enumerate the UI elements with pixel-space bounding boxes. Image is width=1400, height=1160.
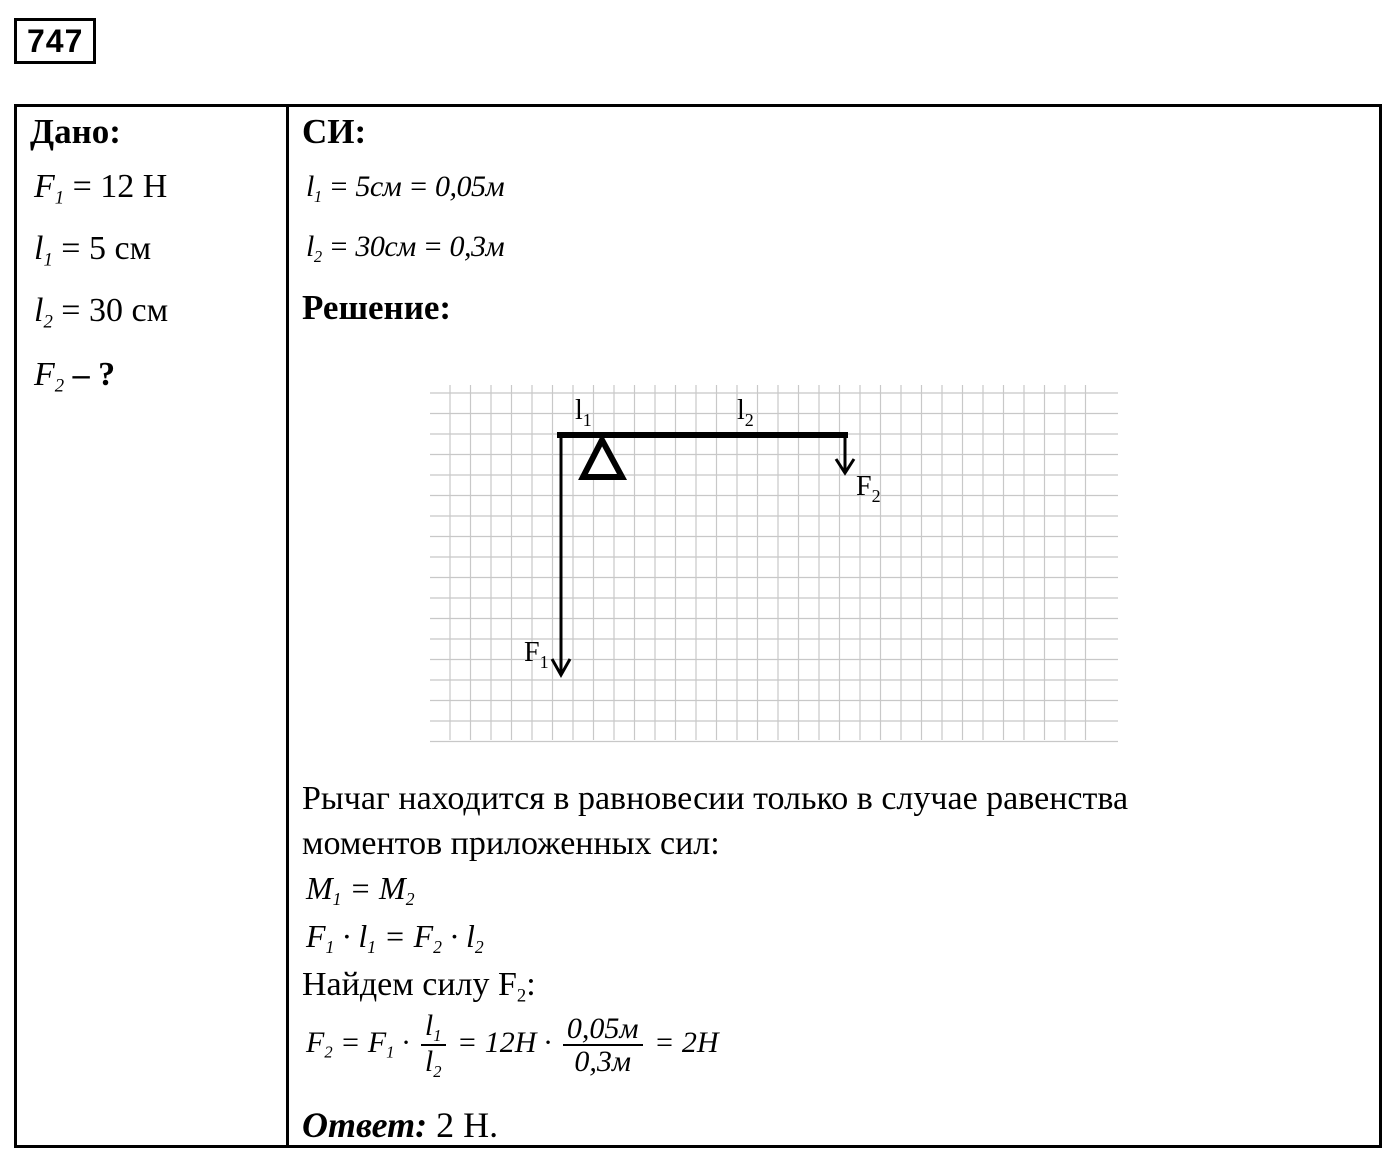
find-force-colon: : (526, 966, 536, 1003)
frac1-denominator: l (424, 1045, 434, 1079)
find-force-text: Найдем силу F (302, 966, 517, 1003)
eq1-m1-sub: 1 (332, 889, 342, 910)
answer-line (302, 1104, 498, 1146)
label-f1: $F_1$ (524, 637, 549, 672)
si-heading: СИ: (302, 112, 367, 151)
given-l1-value: = 5 см (52, 230, 152, 267)
given-f2-symbol: F (34, 356, 55, 393)
eq3-f1-sub: 1 (386, 1042, 395, 1062)
given-l1-sub: 1 (43, 249, 53, 271)
eq3-result: = 2H (646, 1025, 719, 1059)
eq2-l1-sub: 1 (367, 937, 377, 958)
eq2-f1: F (306, 918, 326, 954)
given-f1-symbol: F (34, 168, 55, 205)
frac1-numerator-sub: 1 (433, 1025, 442, 1045)
solution-heading: Решение: (302, 288, 452, 327)
frac1-numerator: l (424, 1009, 434, 1042)
eq1-equals: = (341, 870, 380, 906)
si-l1 (306, 170, 504, 207)
label-l2: $l_2$ (737, 395, 754, 430)
column-divider (286, 104, 289, 1148)
given-f2-sub: 2 (54, 375, 65, 397)
eq2-l2: · l (441, 918, 475, 954)
si-l1-value: = 5см = 0,05м (321, 170, 505, 203)
eq2-f2-sub: 2 (433, 937, 442, 958)
eq3-substitution: = 12H · (449, 1025, 552, 1059)
eq3-f1: = F (332, 1025, 387, 1059)
si-l2-sub: 2 (313, 246, 322, 266)
given-l2-symbol: l (34, 292, 44, 329)
given-l1-symbol: l (34, 230, 44, 267)
equation-forces (306, 918, 484, 958)
answer-label: Ответ: (302, 1105, 428, 1145)
grid-paper (430, 385, 1118, 742)
eq2-l2-sub: 2 (474, 937, 484, 958)
given-f2-unknown (34, 356, 115, 398)
find-force-line (302, 966, 536, 1008)
fraction-l1-over-l2 (421, 1010, 446, 1080)
given-f1-sub: 1 (54, 187, 65, 209)
label-f2: $F_2$ (856, 471, 881, 506)
fulcrum-triangle (583, 440, 622, 477)
label-l1: $l_1$ (575, 395, 592, 430)
given-l1 (34, 230, 151, 272)
si-l1-sub: 1 (313, 186, 322, 206)
eq1-m2: M (379, 870, 406, 906)
given-l2-value: = 30 см (52, 292, 169, 329)
given-l2 (34, 292, 168, 334)
eq3-f2-sub: 2 (324, 1042, 333, 1062)
given-f2-question: – ? (64, 356, 116, 393)
lever-diagram (430, 385, 1120, 760)
explanation-line-1: Рычаг находится в равновесии только в случае равенства (302, 780, 1129, 817)
fraction-values (563, 1013, 643, 1078)
given-f1-value: = 12 Н (64, 168, 168, 205)
eq1-m2-sub: 2 (405, 889, 415, 910)
si-l2-value: = 30см = 0,3м (321, 230, 505, 263)
given-f1 (34, 168, 167, 210)
find-force-sub: 2 (516, 985, 527, 1007)
equation-result (306, 1010, 719, 1080)
answer-value: 2 Н. (427, 1105, 499, 1145)
eq2-l1: · l (334, 918, 368, 954)
frac2-numerator: 0,05м (563, 1013, 643, 1047)
si-l2-symbol: l (306, 230, 314, 263)
frac1-denominator-sub: 2 (433, 1061, 442, 1081)
equation-moments (306, 870, 415, 910)
eq2-f1-sub: 1 (325, 937, 335, 958)
eq2-f2: = F (376, 918, 434, 954)
explanation-line-2: моментов приложенных сил: (302, 825, 720, 862)
given-l2-sub: 2 (43, 311, 53, 333)
frac2-denominator: 0,3м (574, 1045, 632, 1079)
si-l1-symbol: l (306, 170, 314, 203)
si-l2 (306, 230, 504, 267)
eq3-f2: F (306, 1025, 325, 1059)
problem-number: 747 (14, 18, 96, 64)
eq1-m1: M (306, 870, 333, 906)
given-heading: Дано: (30, 112, 121, 151)
eq3-dot: · (394, 1025, 410, 1059)
